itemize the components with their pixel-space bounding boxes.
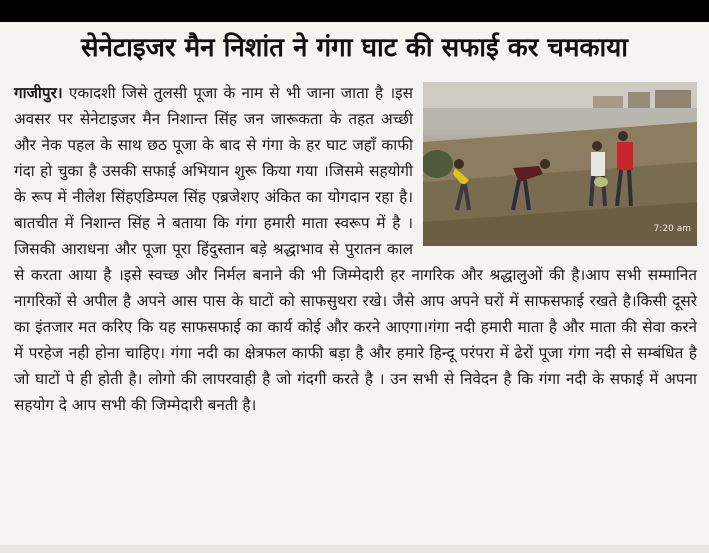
- article-text: एकादशी जिसे तुलसी पूजा के नाम से भी जाना जाता है ।इस अवसर पर सेनेटाइजर मैन निशान्त सिंह जन जारूकता के तहत अच्छी और नेक पहल के साथ छठ पूजा के बाद से गंगा के हर घाट जहाँ काफी गंदा हो चुका है उसकी सफाई अभियान शुरू किया गया ।जिसमे सहयोगी के रूप में नीलेश सिंहएडिम्पल सिंह एब्रजेशए अंकित का योगदान रहा है।बातचीत में निशान्त सिंह ने बताया कि गंगा हमारी माता स्वरूप में है । जिसकी आराधना और पूजा पूरा हिंदुस्तान बड़े श्रद्धाभाव से पुरातन काल से करता आया है ।इसे स्वच्छ और निर्मल बनाने की भी जिम्मेदारी हर नागरिक और श्रद्धालुओं की है।आप सभी सम्मानित नागरिकों से अपील है अपने आस पास के घाटों को साफसुथरा रखे। जैसे आप अपने घरों में साफसफाई रखते है।किसी दूसरे का इंतजार मत करिए कि यह साफसफाई का कार्य कोई और करने आएगा।गंगा नदी हमारी माता है और माता की सेवा करने में परहेज नही होना चाहिए। गंगा नदी का क्षेत्रफल काफी बड़ा है और हमारे हिन्दू परंपरा में ढेरों पूजा गंगा नदी से सम्बंधित है जो घाटों पे ही होती है। लोगो की लापरवाही है जो गंदगी करते है । उन सभी से निवेदन है कि गंगा नदी के सफाई में अपना सहयोग दे आप सभी की जिम्मेदारी बनती है।: [14, 84, 697, 414]
- bottom-edge: [0, 545, 709, 553]
- article-photo: [423, 82, 697, 246]
- top-dark-bar: [0, 0, 709, 22]
- dateline: गाजीपुर।: [14, 84, 63, 102]
- article-body: [14, 80, 697, 418]
- photo-timestamp: 7:20 am: [653, 224, 691, 234]
- headline: सेनेटाइजर मैन निशांत ने गंगा घाट की सफाई कर चमकाया: [80, 33, 629, 63]
